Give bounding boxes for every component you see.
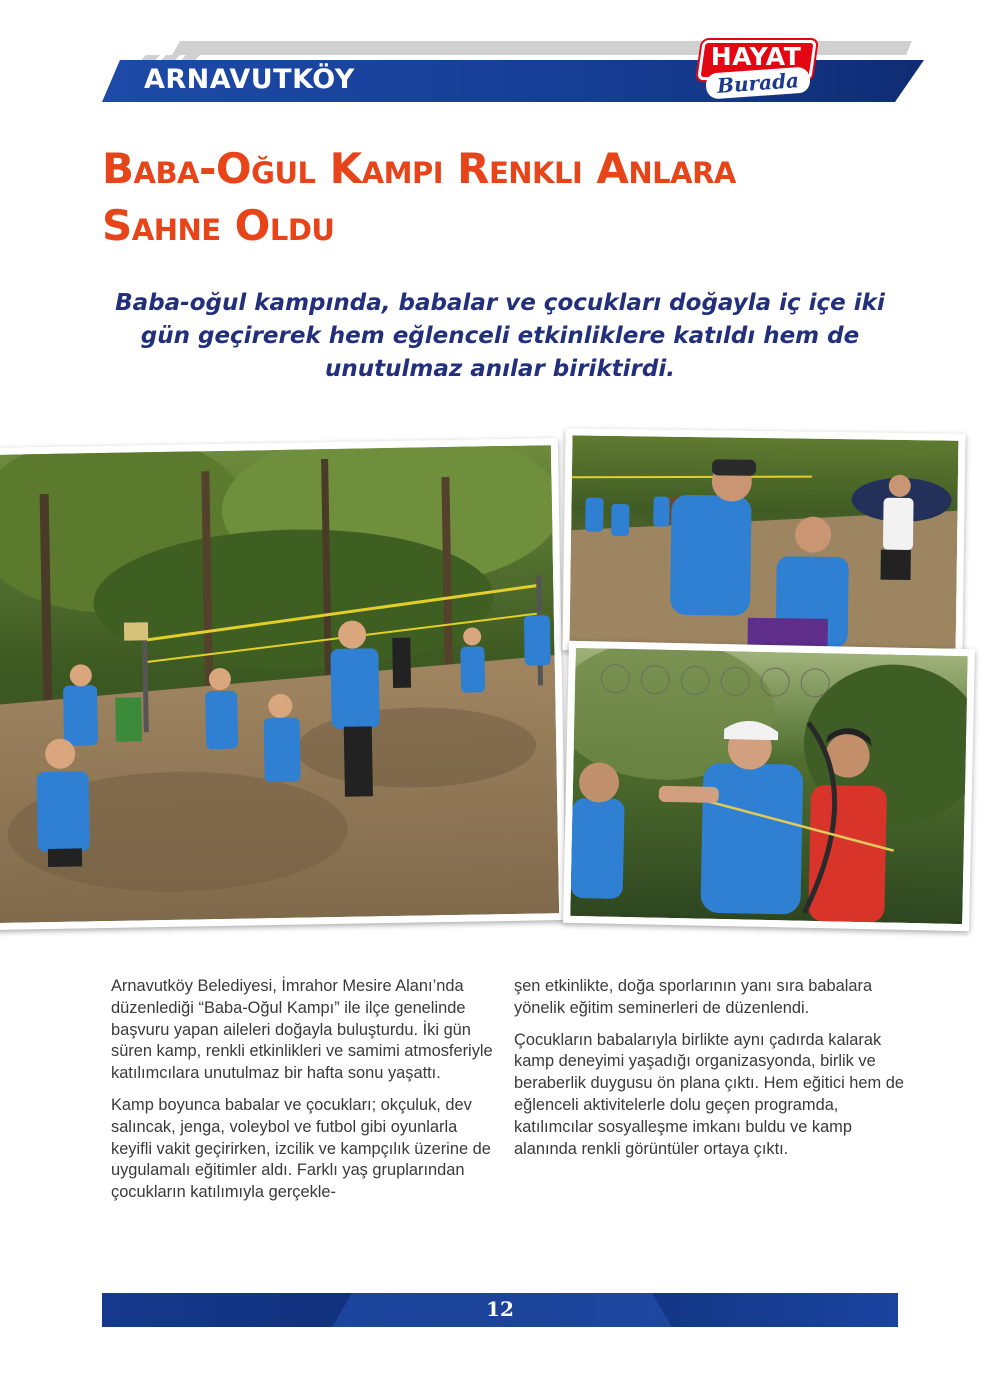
logo-main-text: HAYAT	[710, 42, 802, 71]
article-title	[102, 140, 902, 254]
article-lead: Baba-oğul kampında, babalar ve çocukları doğayla iç içe iki gün geçirerek hem eğlenceli etkinliklere katıldı hem de unutulmaz anılar biriktirdi.	[115, 290, 885, 382]
paragraph: Kamp boyunca babalar ve çocukları; okçuluk, dev salıncak, jenga, voleybol ve futbol gibi oyunlarla keyifli vakit geçirirken, izcilik ve kampçılık üzerine de uygulamalı eğitimler aldı. Farklı yaş gruplarından çocukların katılımıyla gerçekle-	[111, 1095, 491, 1202]
article-column-right	[514, 976, 904, 1170]
paragraph: Arnavutköy Belediyesi, İmrahor Mesire Alanı’nda düzenlediği “Baba-Oğul Kampı” ile ilçe genelinde başvuru yapan aileleri doğayla buluşturdu. İki gün süren kamp, renkli etkinlikleri ve samimi atmosferiyle katılımcılara unutulmaz bir hafta sonu yaşattı.	[111, 977, 493, 1083]
hayat-burada-logo	[700, 40, 810, 102]
archery-photo	[563, 641, 975, 931]
page-header	[0, 0, 1000, 130]
paragraph: şen etkinlikte, doğa sporlarının yanı sıra babalara yönelik eğitim seminerleri de düzenlendi.	[514, 977, 873, 1017]
title-line-1: Baba-Oğul Kampı Renkli Anlara	[102, 144, 736, 193]
article-column-left	[111, 976, 501, 1214]
title-line-2: Sahne Oldu	[102, 201, 335, 250]
page-footer	[102, 1293, 898, 1327]
page-number: 12	[486, 1297, 514, 1321]
tent-area-photo	[562, 428, 965, 656]
volleyball-photo	[0, 438, 566, 930]
paragraph: Çocukların babalarıyla birlikte aynı çadırda kalarak kamp deneyimi yaşadığı organizasyonda, birlik ve beraberlik duygusu ön plana çıktı. Hem eğitici hem de eğlenceli aktivitelerle dolu geçen programda, katılımcılar sosyalleşme imkanı buldu ve kamp alanında renkli görüntüler ortaya çıktı.	[514, 1030, 904, 1158]
logo-sub-text: Burada	[716, 68, 800, 98]
district-label: ARNAVUTKÖY	[144, 64, 355, 95]
